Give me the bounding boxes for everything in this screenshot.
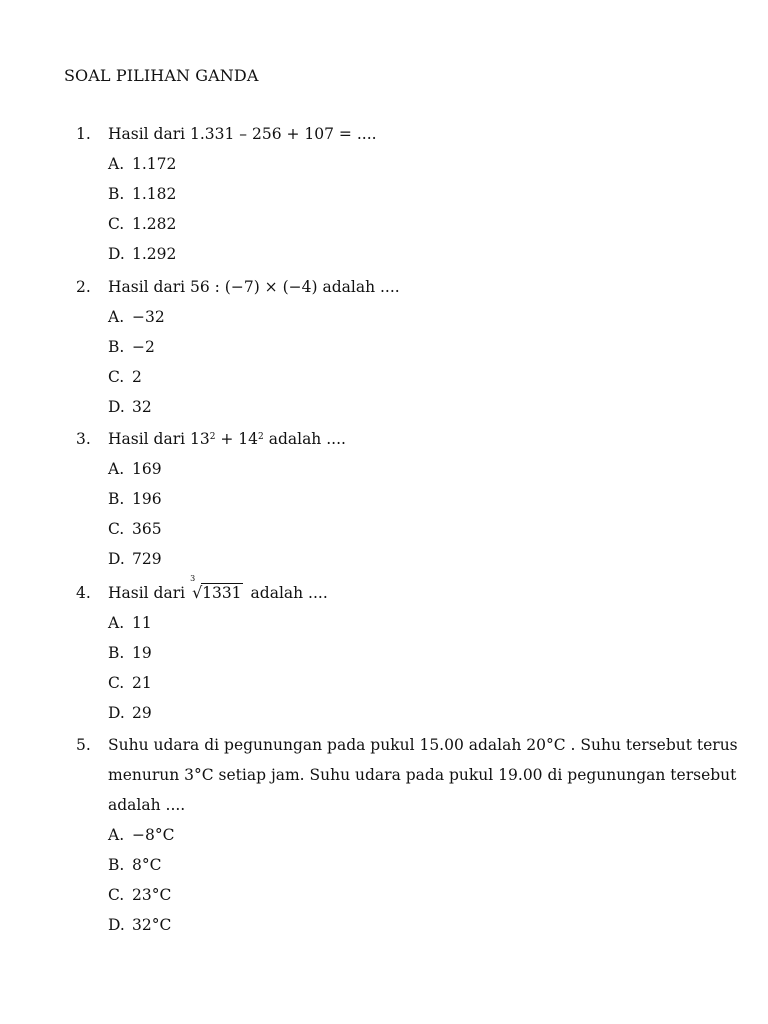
option-d[interactable] [0,698,768,728]
option-letter: B. [108,856,125,874]
option-b[interactable] [0,332,768,362]
question-4 [0,574,768,728]
option-letter: A. [108,614,125,632]
option-text: 32°C [132,916,172,934]
option-text: 365 [132,520,162,538]
question-stem-row [0,760,768,790]
option-b[interactable] [0,638,768,668]
question-number: 1. [76,125,91,143]
stem-prefix: Hasil dari 13 [108,430,210,448]
option-text: 8°C [132,856,162,874]
option-d[interactable] [0,544,768,574]
question-stem: Hasil dari 1.331 – 256 + 107 = .... [108,125,377,143]
option-a[interactable] [0,149,768,179]
question-number: 3. [76,430,91,448]
option-letter: A. [108,826,125,844]
exponent: 2 [209,432,216,443]
option-text: 1.282 [132,215,177,233]
option-text: 2 [132,368,142,386]
option-a[interactable] [0,820,768,850]
option-letter: B. [108,338,125,356]
question-1 [0,119,768,269]
option-text: 1.292 [132,245,177,263]
option-c[interactable] [0,362,768,392]
question-stem-row [0,119,768,149]
option-letter: B. [108,185,125,203]
option-letter: B. [108,644,125,662]
question-stem-row [0,574,768,608]
option-text: 21 [132,674,152,692]
option-text: 19 [132,644,152,662]
question-number: 4. [76,584,91,602]
question-stem-row [0,424,768,454]
option-text: 729 [132,550,162,568]
question-stem: Hasil dari 56 : (−7) × (−4) adalah .... [108,278,400,296]
question-stem-line-2: menurun 3°C setiap jam. Suhu udara pada pukul 19.00 di pegunungan tersebut [108,766,737,784]
option-letter: D. [108,550,125,568]
option-a[interactable] [0,454,768,484]
question-stem-row [0,272,768,302]
option-text: −32 [132,308,165,326]
option-text: 32 [132,398,152,416]
option-c[interactable] [0,880,768,910]
option-d[interactable] [0,239,768,269]
question-stem-line-1: Suhu udara di pegunungan pada pukul 15.00 adalah 20°C . Suhu tersebut terus [108,736,738,754]
option-letter: D. [108,916,125,934]
option-letter: C. [108,368,125,386]
question-stem [108,574,713,608]
page-title: SOAL PILIHAN GANDA [64,66,259,85]
option-letter: C. [108,674,125,692]
option-letter: A. [108,308,125,326]
option-text: 23°C [132,886,172,904]
option-letter: A. [108,155,125,173]
option-text: 169 [132,460,162,478]
option-text: −2 [132,338,155,356]
option-letter: B. [108,490,125,508]
option-b[interactable] [0,179,768,209]
question-stem [108,424,713,454]
option-text: 1.182 [132,185,177,203]
option-c[interactable] [0,209,768,239]
option-d[interactable] [0,392,768,422]
option-b[interactable] [0,850,768,880]
question-stem-line-3: adalah .... [108,796,186,814]
question-stem-row [0,730,768,760]
option-text: −8°C [132,826,175,844]
question-number: 5. [76,736,91,754]
stem-prefix: Hasil dari [108,584,186,602]
root-index: 3 [190,574,196,583]
option-letter: D. [108,398,125,416]
option-c[interactable] [0,514,768,544]
question-5 [0,730,768,940]
question-stem-row [0,790,768,820]
root-sign: √ [192,583,203,602]
option-text: 196 [132,490,162,508]
option-letter: C. [108,215,125,233]
stem-middle: + 14 [215,430,259,448]
stem-suffix: adalah .... [263,430,346,448]
option-letter: C. [108,520,125,538]
option-d[interactable] [0,910,768,940]
option-b[interactable] [0,484,768,514]
option-a[interactable] [0,302,768,332]
option-letter: D. [108,704,125,722]
option-a[interactable] [0,608,768,638]
question-number: 2. [76,278,91,296]
exponent: 2 [258,432,264,443]
option-text: 29 [132,704,152,722]
option-text: 1.172 [132,155,177,173]
option-letter: A. [108,460,125,478]
option-letter: C. [108,886,125,904]
question-3 [0,424,768,574]
option-letter: D. [108,245,125,263]
radicand: 1331 [202,584,242,602]
option-c[interactable] [0,668,768,698]
option-text: 11 [132,614,152,632]
question-2 [0,272,768,422]
stem-suffix: adalah .... [250,584,328,602]
cube-root [189,574,242,608]
